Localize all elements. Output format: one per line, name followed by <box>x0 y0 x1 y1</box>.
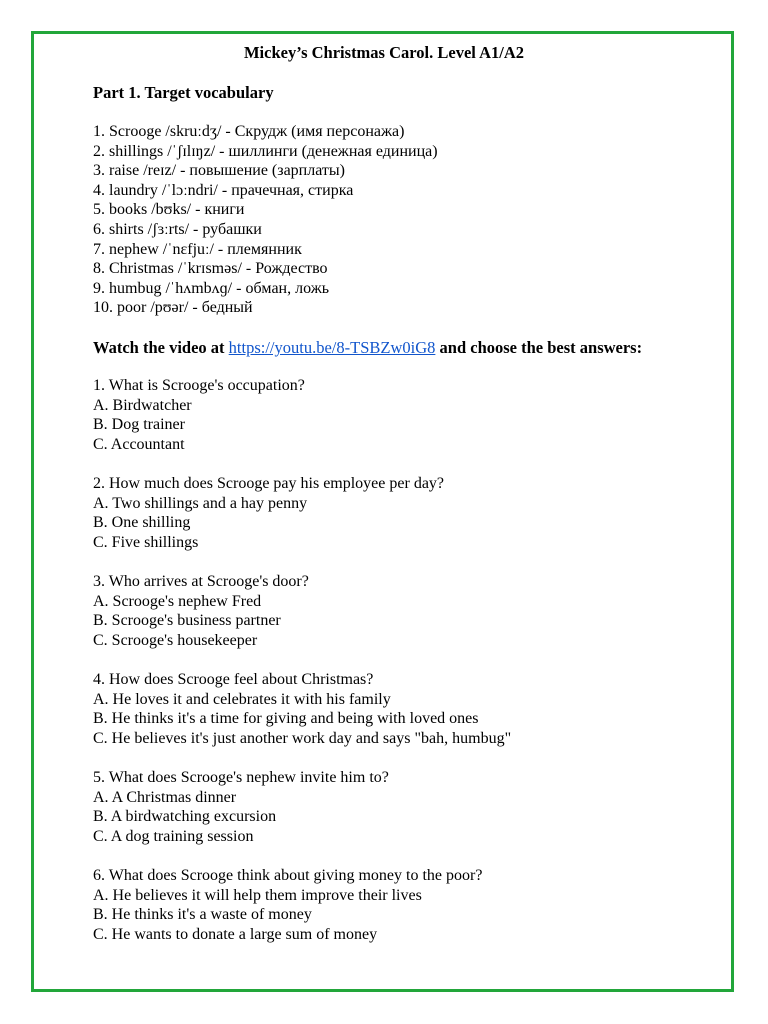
worksheet-title: Mickey’s Christmas Carol. Level A1/A2 <box>243 43 524 62</box>
watch-prefix: Watch the video at <box>93 338 229 357</box>
answer-option: C. He believes it's just another work day and says "bah, humbug" <box>93 729 512 747</box>
question-block <box>93 768 733 846</box>
question-block <box>93 572 733 650</box>
question-text: 6. What does Scrooge think about giving money to the poor? <box>93 867 483 884</box>
question-block <box>93 376 733 454</box>
answer-option: A. Two shillings and a hay penny <box>93 494 308 512</box>
question-text: 4. How does Scrooge feel about Christmas? <box>93 671 374 688</box>
watch-suffix: and choose the best answers: <box>435 338 643 357</box>
answer-option: B. A birdwatching excursion <box>93 808 277 826</box>
question-block <box>93 670 733 748</box>
question-block <box>93 474 733 552</box>
vocab-item: 5. books /bʊks/ - книги <box>93 201 245 219</box>
vocab-item: 4. laundry /ˈlɔːndri/ - прачечная, стирка <box>93 181 354 199</box>
answer-option: B. One shilling <box>93 514 191 532</box>
answer-option: C. Scrooge's housekeeper <box>93 631 258 649</box>
answer-option: A. He loves it and celebrates it with his family <box>93 690 391 708</box>
vocab-item: 2. shillings /ˈʃɪlɪŋz/ - шиллинги (денежная единица) <box>93 142 438 160</box>
answer-option: B. He thinks it's a time for giving and being with loved ones <box>93 710 479 728</box>
vocab-item: 6. shirts /ʃɜːrts/ - рубашки <box>93 220 262 238</box>
answer-option: A. Birdwatcher <box>93 396 192 414</box>
vocab-item: 8. Christmas /ˈkrɪsməs/ - Рождество <box>93 260 328 278</box>
question-text: 2. How much does Scrooge pay his employee per day? <box>93 475 445 492</box>
answer-option: B. He thinks it's a waste of money <box>93 906 312 924</box>
answer-option: A. Scrooge's nephew Fred <box>93 592 262 610</box>
vocab-item: 1. Scrooge /skruːdʒ/ - Скрудж (имя персонажа) <box>93 123 405 140</box>
question-text: 1. What is Scrooge's occupation? <box>93 377 305 394</box>
vocabulary-list <box>93 122 438 318</box>
answer-option: C. A dog training session <box>93 827 254 845</box>
answer-option: B. Scrooge's business partner <box>93 612 281 630</box>
answer-option: B. Dog trainer <box>93 416 185 434</box>
vocab-item: 7. nephew /ˈnɛfjuː/ - племянник <box>93 240 302 258</box>
question-block <box>93 866 733 944</box>
answer-option: C. He wants to donate a large sum of money <box>93 925 378 943</box>
vocab-item: 9. humbug /ˈhʌmbʌɡ/ - обман, ложь <box>93 279 330 297</box>
answer-option: A. A Christmas dinner <box>93 788 237 806</box>
vocab-item: 3. raise /reɪz/ - повышение (зарплаты) <box>93 162 345 180</box>
part1-heading: Part 1. Target vocabulary <box>93 83 274 102</box>
question-text: 5. What does Scrooge's nephew invite him to? <box>93 769 389 786</box>
answer-option: C. Five shillings <box>93 533 199 551</box>
answer-option: C. Accountant <box>93 435 185 453</box>
vocab-item: 10. poor /pʊər/ - бедный <box>93 299 253 317</box>
video-link[interactable]: https://youtu.be/8-TSBZw0iG8 <box>228 338 436 357</box>
answer-option: A. He believes it will help them improve their lives <box>93 886 422 904</box>
question-text: 3. Who arrives at Scrooge's door? <box>93 573 309 590</box>
watch-instruction <box>93 338 642 358</box>
